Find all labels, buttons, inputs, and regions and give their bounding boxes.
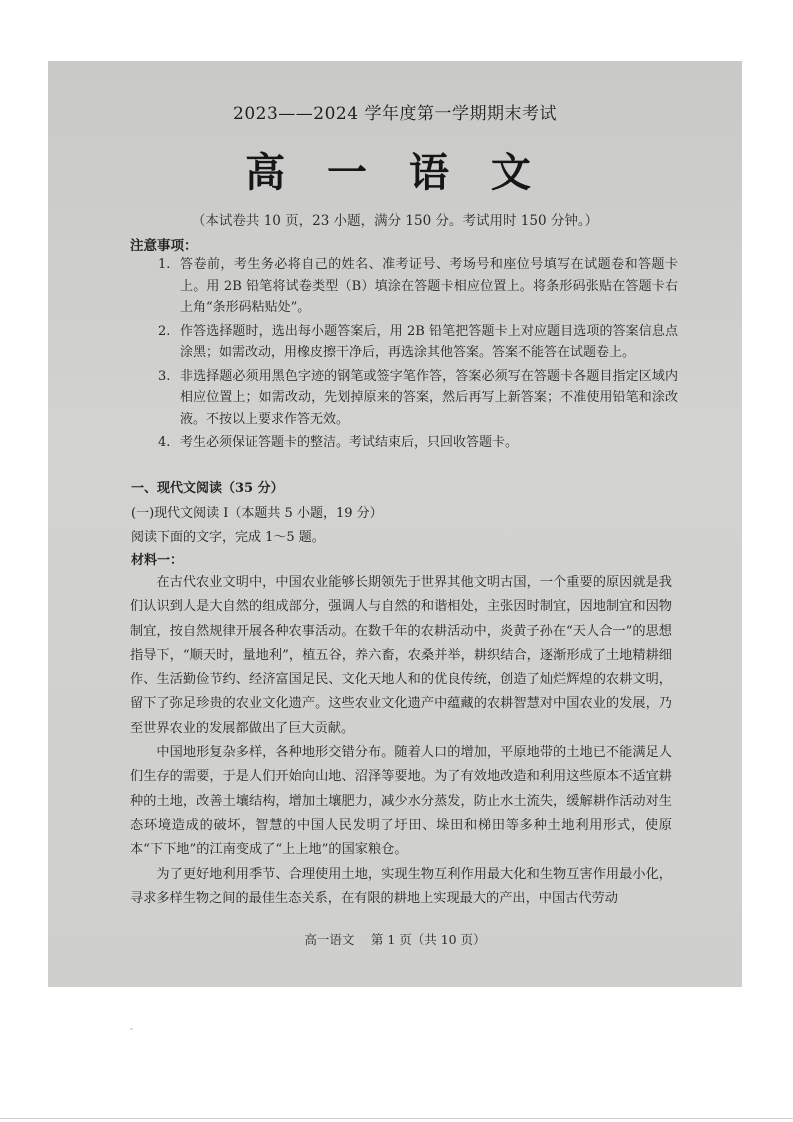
notice-number: 3. (158, 368, 171, 384)
section-subtitle: (一)现代文阅读 I（本题共 5 小题，19 分） (131, 506, 383, 521)
notice-number: 2. (158, 323, 171, 339)
passage-paragraph: 在古代农业文明中，中国农业能够长期领先于世界其他文明古国，一个重要的原因就是我们认识到人是大自然的组成部分，强调人与自然的和谐相处，主张因时制宜，因地制宜和因物制宜，按自然规律开展各种农事活动。在数千年的农耕活动中，炎黄子孙在“天人合一”的思想指导下，“顺天时，量地利”，植五谷，养六畜，农桑并举，耕织结合，逐渐形成了土地精耕细作、生活勤俭节约、经济富国足民、文化天地人和的优良传统，创造了灿烂辉煌的农耕文明，留下了弥足珍贵的农业文化遗产。这些农业文化遗产中蕴藏的农耕智慧对中国农业的发展，乃至世界农业的发展都做出了巨大贡献。 (130, 575, 672, 736)
notice-number: 1. (158, 257, 171, 272)
notice-item (158, 366, 678, 431)
reading-passage (130, 571, 672, 911)
notice-list (158, 254, 678, 456)
page-footer: 高一语文 第 1 页（共 10 页） (304, 932, 486, 947)
notice-item (158, 321, 678, 364)
scan-speck (130, 1028, 133, 1030)
exam-title: 2023——2024 学年度第一学期期末考试 (233, 104, 557, 124)
notice-heading: 注意事项： (130, 238, 198, 254)
page-bottom-rule (0, 1118, 793, 1119)
section-title: 一、现代文阅读（35 分） (131, 481, 284, 496)
subject-title: 高 一 语 文 (245, 149, 545, 196)
notice-text: 答卷前，考生务必将自己的姓名、准考证号、考场号和座位号填写在试题卷和答题卡上。用 2B 铅笔将试卷类型（B）填涂在答题卡相应位置上。将条形码张贴在答题卡右上角“条形码粘贴处”。 (180, 257, 678, 315)
notice-text: 非选择题必须用黑色字迹的钢笔或签字笔作答，答案必须写在答题卡各题目指定区域内相应位置上；如需改动，先划掉原来的答案，然后再写上新答案；不准使用铅笔和涂改液。不按以上要求作答无效。 (180, 368, 678, 427)
passage-paragraph: 中国地形复杂多样，各种地形交错分布。随着人口的增加，平原地带的土地已不能满足人们生存的需要，于是人们开始向山地、沼泽等要地。为了有效地改造和利用这些原本不适宜耕种的土地，改善土壤结构，增加土壤肥力，减少水分蒸发，防止水土流失，缓解耕作活动对生态环境造成的破坏，智慧的中国人民发明了圩田、垛田和梯田等多种土地利用形式，使原本“下下地”的江南变成了“上上地”的国家粮仓。 (130, 745, 672, 858)
exam-info: （本试卷共 10 页，23 小题，满分 150 分。考试用时 150 分钟。） (191, 213, 599, 229)
material-label: 材料一： (131, 553, 184, 568)
section-instruction: 阅读下面的文字，完成 1～5 题。 (131, 530, 325, 545)
exam-page (48, 61, 742, 987)
notice-number: 4. (158, 435, 171, 450)
document-photo (48, 61, 742, 987)
notice-text: 考生必须保证答题卡的整洁。考试结束后，只回收答题卡。 (180, 435, 519, 450)
notice-item (158, 432, 678, 454)
notice-text: 作答选择题时，选出每小题答案后，用 2B 铅笔把答题卡上对应题目选项的答案信息点涂黑；如需改动，用橡皮擦干净后，再选涂其他答案。答案不能答在试题卷上。 (180, 323, 678, 360)
passage-paragraph: 为了更好地利用季节、合理使用土地，实现生物互利作用最大化和生物互害作用最小化，寻求多样生物之间的最佳生态关系，在有限的耕地上实现最大的产出，中国古代劳动 (130, 866, 672, 906)
notice-item (158, 254, 678, 319)
